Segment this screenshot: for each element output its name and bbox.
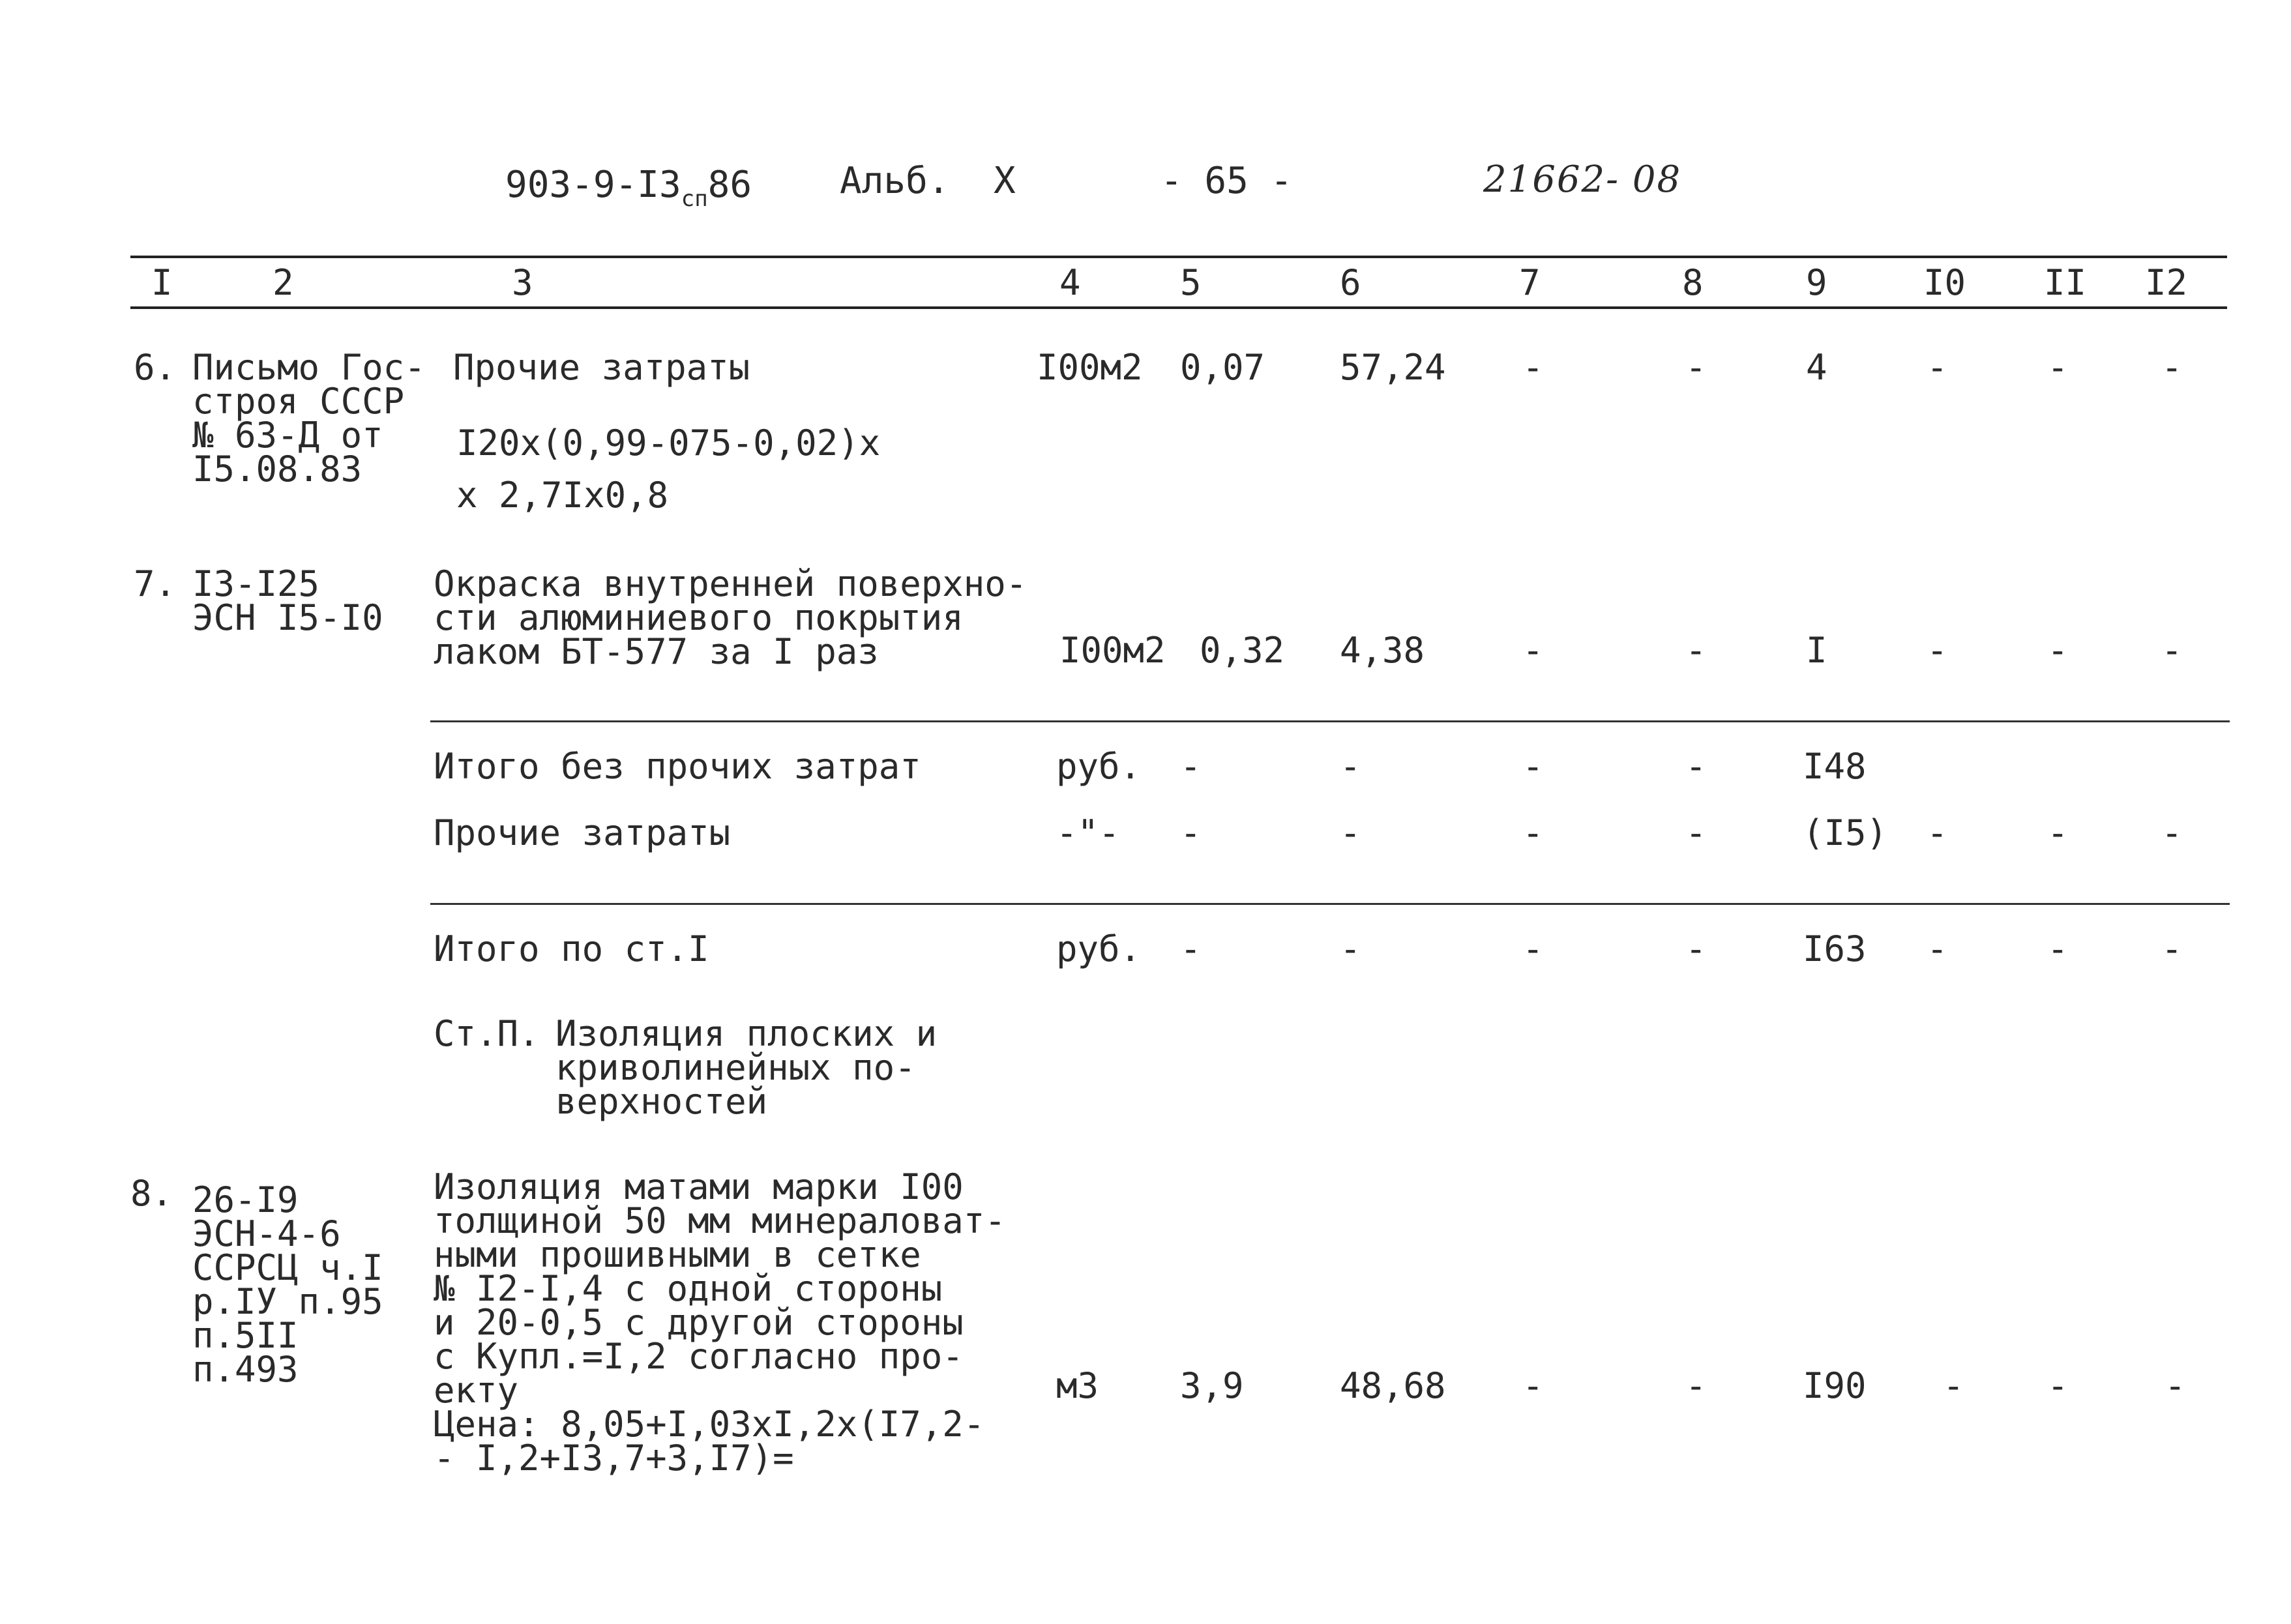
row-col9: I48 bbox=[1803, 746, 1867, 787]
column-header-7: 7 bbox=[1519, 262, 1541, 303]
row-quantity: - bbox=[1180, 812, 1202, 853]
row-unit: руб. bbox=[1056, 928, 1142, 969]
row-col12: - bbox=[2161, 630, 2183, 671]
row-col12: - bbox=[2161, 928, 2183, 969]
column-header-3: 3 bbox=[512, 262, 533, 303]
row-col8: - bbox=[1685, 928, 1707, 969]
row-col8: - bbox=[1685, 812, 1707, 853]
row-quantity: 0,32 bbox=[1200, 630, 1285, 671]
row-description: Окраска внутренней поверхно- сти алюминиевого покрытия лаком БТ-577 за I раз bbox=[434, 563, 1027, 672]
row-col10: - bbox=[1927, 812, 1948, 853]
row-number: 8. bbox=[130, 1173, 173, 1214]
row-unit: руб. bbox=[1056, 746, 1142, 787]
row-basis: Письмо Гос- строя СССР № 63-Д от I5.08.83 bbox=[192, 347, 426, 490]
column-header-4: 4 bbox=[1059, 262, 1081, 303]
column-header-8: 8 bbox=[1682, 262, 1704, 303]
row-col7: - bbox=[1522, 630, 1544, 671]
row-unit: I00м2 bbox=[1059, 630, 1166, 671]
section-label: Ст.П. bbox=[434, 1013, 540, 1054]
document-code-year: 86 bbox=[707, 164, 752, 206]
column-header-1: I bbox=[151, 262, 173, 303]
row-col9: 4 bbox=[1806, 347, 1827, 388]
row-col11: - bbox=[2047, 812, 2069, 853]
row-col11: - bbox=[2047, 347, 2069, 388]
row-col10: - bbox=[1927, 347, 1948, 388]
total-rule bbox=[430, 903, 2230, 905]
document-code-subscript: сп bbox=[681, 186, 708, 212]
header-bottom-rule bbox=[130, 306, 2227, 309]
row-price: - bbox=[1340, 812, 1361, 853]
row-quantity: - bbox=[1180, 746, 1202, 787]
row-quantity: - bbox=[1180, 928, 1202, 969]
row-col7: - bbox=[1522, 1365, 1544, 1406]
row-col12: - bbox=[2161, 347, 2183, 388]
row-col10: - bbox=[1927, 630, 1948, 671]
row-description: Прочие затраты bbox=[453, 347, 750, 388]
row-label: Итого по ст.I bbox=[434, 928, 709, 969]
row-col8: - bbox=[1685, 746, 1707, 787]
document-code-main: 903-9-I3 bbox=[505, 164, 681, 206]
row-quantity: 0,07 bbox=[1180, 347, 1265, 388]
column-header-11: II bbox=[2044, 262, 2087, 303]
column-header-2: 2 bbox=[273, 262, 294, 303]
row-col12: - bbox=[2165, 1365, 2186, 1406]
row-col11: - bbox=[2047, 630, 2069, 671]
row-col7: - bbox=[1522, 928, 1544, 969]
column-header-9: 9 bbox=[1806, 262, 1827, 303]
subtotal-rule bbox=[430, 720, 2230, 722]
row-label: Прочие затраты bbox=[434, 812, 731, 853]
row-description: Изоляция матами марки I00 толщиной 50 мм минераловат- ными прошивными в сетке № I2-I,4 с одной стороны и 20-0,5 с другой стороны с Купл.=I,2 согласно про- екту Цена: 8,05+I,03xI,2x(I7,2- - I,2+I3,7+3,I7)= bbox=[434, 1166, 1006, 1479]
row-price: - bbox=[1340, 746, 1361, 787]
row-col10: - bbox=[1943, 1365, 1964, 1406]
row-basis: 26-I9 ЭСН-4-6 ССРСЦ ч.I р.IУ п.95 п.5II п.493 bbox=[192, 1179, 383, 1390]
row-col9: I63 bbox=[1803, 928, 1867, 969]
document-code bbox=[505, 164, 752, 212]
column-header-5: 5 bbox=[1180, 262, 1202, 303]
column-header-6: 6 bbox=[1340, 262, 1361, 303]
row-col7: - bbox=[1522, 347, 1544, 388]
column-header-10: I0 bbox=[1923, 262, 1966, 303]
row-col9: I bbox=[1806, 630, 1827, 671]
row-label: Итого без прочих затрат bbox=[434, 746, 921, 787]
row-col8: - bbox=[1685, 347, 1707, 388]
page-number: - 65 - bbox=[1160, 160, 1293, 202]
row-formula: I20x(0,99-075-0,02)x x 2,7Ix0,8 bbox=[456, 422, 881, 516]
row-col7: - bbox=[1522, 812, 1544, 853]
row-number: 6. bbox=[134, 347, 177, 388]
inventory-number: 21662- 08 bbox=[1483, 158, 1682, 201]
row-number: 7. bbox=[134, 563, 177, 604]
row-col8: - bbox=[1685, 630, 1707, 671]
row-unit: м3 bbox=[1056, 1365, 1099, 1406]
row-col10: - bbox=[1927, 928, 1948, 969]
row-basis: I3-I25 ЭСН I5-I0 bbox=[192, 563, 383, 638]
row-price: - bbox=[1340, 928, 1361, 969]
row-col8: - bbox=[1685, 1365, 1707, 1406]
column-header-12: I2 bbox=[2145, 262, 2188, 303]
section-title: Изоляция плоских и криволинейных по- верхностей bbox=[555, 1013, 938, 1122]
row-unit: -"- bbox=[1056, 812, 1120, 853]
row-quantity: 3,9 bbox=[1180, 1365, 1244, 1406]
row-col11: - bbox=[2047, 928, 2069, 969]
row-col9: I90 bbox=[1803, 1365, 1867, 1406]
row-price: 4,38 bbox=[1340, 630, 1425, 671]
album-label: Альб. X bbox=[840, 160, 1016, 202]
row-col12: - bbox=[2161, 812, 2183, 853]
row-unit: I00м2 bbox=[1037, 347, 1143, 388]
row-col7: - bbox=[1522, 746, 1544, 787]
row-col9: (I5) bbox=[1803, 812, 1888, 853]
header-top-rule bbox=[130, 256, 2227, 258]
row-price: 48,68 bbox=[1340, 1365, 1446, 1406]
row-col11: - bbox=[2047, 1365, 2069, 1406]
row-price: 57,24 bbox=[1340, 347, 1446, 388]
